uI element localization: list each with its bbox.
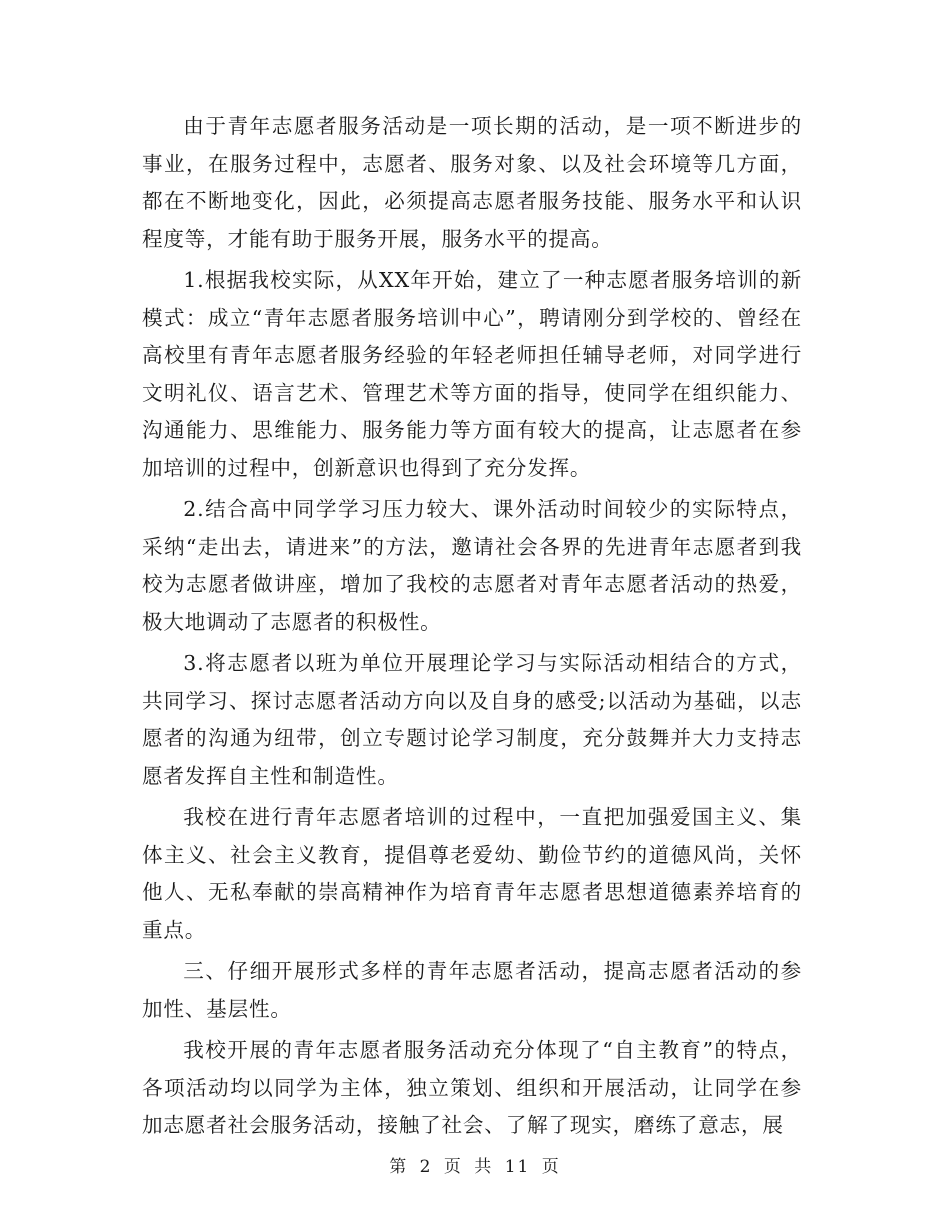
paragraph-moral-education: 我校在进行青年志愿者培训的过程中，一直把加强爱国主义、集体主义、社会主义教育，提倡尊老爱幼、勤俭节约的道德风尚，关怀他人、无私奉献的崇高精神作为培育青年志愿者思想道德素养培育的重点。 <box>142 805 802 942</box>
paragraph-item-3: 3.将志愿者以班为单位开展理论学习与实际活动相结合的方式，共同学习、探讨志愿者活动方向以及自身的感受;以活动为基础，以志愿者的沟通为纽带，创立专题讨论学习制度，充分鼓舞并大力支持志愿者发挥自主性和制造性。 <box>142 651 802 788</box>
document-body <box>142 108 802 1149</box>
paragraph-self-education: 我校开展的青年志愿者服务活动充分体现了“自主教育”的特点，各项活动均以同学为主体，独立策划、组织和开展活动，让同学在参加志愿者社会服务活动，接触了社会、了解了现实，磨练了意志，展 <box>142 1038 802 1137</box>
paragraph-intro: 由于青年志愿者服务活动是一项长期的活动，是一项不断进步的事业，在服务过程中，志愿者、服务对象、以及社会环境等几方面，都在不断地变化，因此，必须提高志愿者服务技能、服务水平和认识程度等，才能有助于服务开展，服务水平的提高。 <box>142 114 802 251</box>
section-heading-three: 三、仔细开展形式多样的青年志愿者活动，提高志愿者活动的参加性、基层性。 <box>142 959 802 1021</box>
page-number-footer: 第 2 页 共 11 页 <box>389 1157 561 1177</box>
paragraph-item-1: 1.根据我校实际，从XX年开始，建立了一种志愿者服务培训的新模式：成立“青年志愿者服务培训中心”，聘请刚分到学校的、曾经在高校里有青年志愿者服务经验的年轻老师担任辅导老师，对同学进行文明礼仪、语言艺术、管理艺术等方面的指导，使同学在组织能力、沟通能力、思维能力、服务能力等方面有较大的提高，让志愿者在参加培训的过程中，创新意识也得到了充分发挥。 <box>142 268 802 480</box>
paragraph-item-2: 2.结合高中同学学习压力较大、课外活动时间较少的实际特点，采纳“走出去，请进来”的方法，邀请社会各界的先进青年志愿者到我校为志愿者做讲座，增加了我校的志愿者对青年志愿者活动的热爱，极大地调动了志愿者的积极性。 <box>142 497 802 634</box>
